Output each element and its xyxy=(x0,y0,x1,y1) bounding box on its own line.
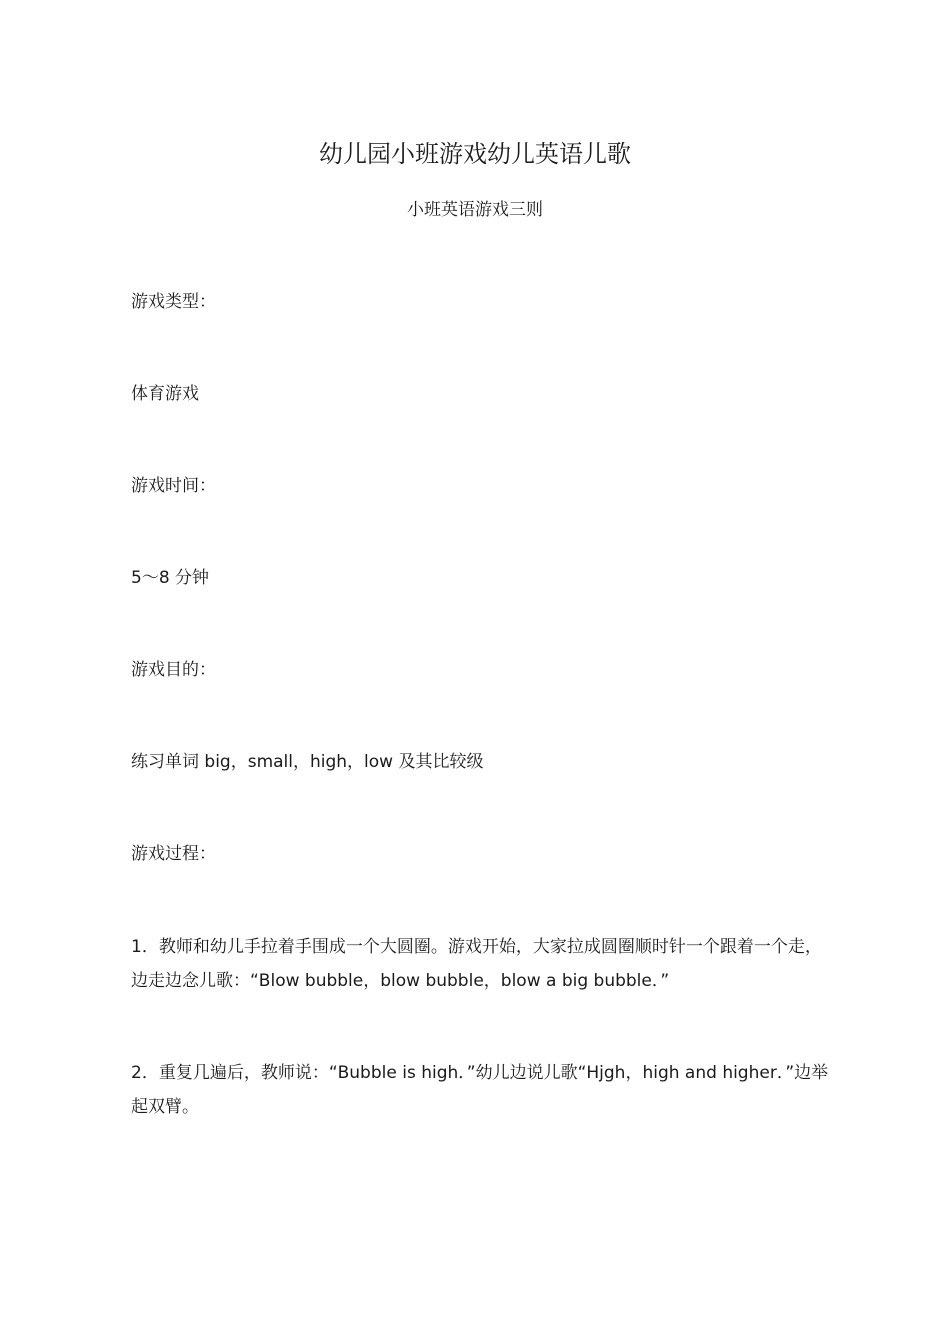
value-game-type: 体育游戏 xyxy=(131,384,199,404)
process-step-2: 2．重复几遍后，教师说：“Bubble is high．”幼儿边说儿歌“Hjgh，high and higher．”边举起双臂。 xyxy=(131,1063,829,1117)
value-game-goal: 练习单词 big，small，high，low 及其比较级 xyxy=(131,752,484,772)
label-game-goal: 游戏目的： xyxy=(131,660,216,680)
label-game-process: 游戏过程： xyxy=(131,844,216,864)
process-step-1: 1．教师和幼儿手拉着手围成一个大圆圈。游戏开始，大家拉成圆圈顺时针一个跟着一个走，边走边念儿歌：“Blow bubble，blow bubble，blow a big bubble．” xyxy=(131,937,822,991)
document-subtitle: 小班英语游戏三则 xyxy=(407,200,543,220)
value-game-time: 5～8 分钟 xyxy=(131,568,210,588)
label-game-type: 游戏类型： xyxy=(131,292,216,312)
label-game-time: 游戏时间： xyxy=(131,476,216,496)
document-title: 幼儿园小班游戏幼儿英语儿歌 xyxy=(319,140,631,168)
